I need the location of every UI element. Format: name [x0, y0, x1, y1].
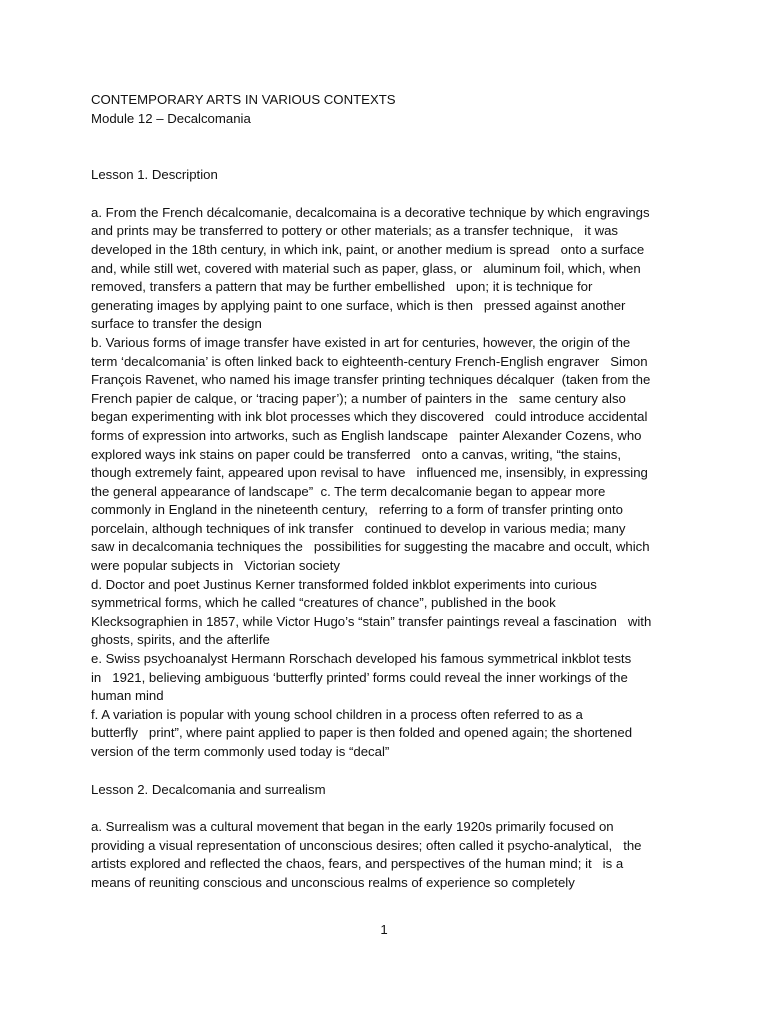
- text-line: e. Swiss psychoanalyst Hermann Rorschach developed his famous symmetrical inkblot tests: [91, 651, 632, 667]
- text-line: the general appearance of landscape” c. The term decalcomanie began to appear more: [91, 483, 606, 499]
- text-line: human mind: [91, 688, 164, 704]
- text-line: surface to transfer the design: [91, 316, 262, 332]
- text-line: explored ways ink stains on paper could be transferred onto a canvas, writing, “the stains,: [91, 446, 621, 462]
- text-line: generating images by applying paint to one surface, which is then pressed against another: [91, 297, 626, 313]
- text-line: version of the term commonly used today is “decal”: [91, 744, 390, 759]
- text-line: ghosts, spirits, and the afterlife: [91, 632, 270, 648]
- text-line: and, while still wet, covered with material such as paper, glass, or aluminum foil, which, when: [91, 260, 641, 276]
- lesson1-body: [91, 204, 691, 762]
- text-line: butterfly print”, where paint applied to paper is then folded and opened again; the shortened: [91, 725, 633, 741]
- text-line: and prints may be transferred to pottery or other materials; as a transfer technique, it was: [91, 223, 619, 239]
- spacer: [91, 128, 691, 166]
- text-line: f. A variation is popular with young school children in a process often referred to as a: [91, 706, 583, 722]
- text-line: a. From the French décalcomanie, decalcomaina is a decorative technique by which engravings: [91, 204, 650, 220]
- text-line: in 1921, believing ambiguous ‘butterfly printed’ forms could reveal the inner workings of the: [91, 669, 628, 685]
- text-line: d. Doctor and poet Justinus Kerner transformed folded inkblot experiments into curious: [91, 576, 597, 592]
- text-line: term ‘decalcomania’ is often linked back to eighteenth-century French-English engraver Simon: [91, 353, 648, 369]
- spacer: [91, 799, 691, 818]
- lesson2-heading: Lesson 2. Decalcomania and surrealism: [91, 781, 326, 797]
- text-line: developed in the 18th century, in which ink, paint, or another medium is spread onto a surface: [91, 241, 645, 257]
- lesson2-body: [91, 818, 691, 892]
- page-number: 1: [380, 922, 388, 937]
- text-line: artists explored and reflected the chaos, fears, and perspectives of the human mind; it is a: [91, 856, 624, 872]
- module-title: Module 12 – Decalcomania: [91, 110, 251, 126]
- text-line: began experimenting with ink blot processes which they discovered could introduce accidental: [91, 409, 648, 425]
- document-title: CONTEMPORARY ARTS IN VARIOUS CONTEXTS: [91, 92, 396, 107]
- text-line: forms of expression into artworks, such as English landscape painter Alexander Cozens, who: [91, 427, 642, 443]
- text-line: Klecksographien in 1857, while Victor Hugo’s “stain” transfer paintings reveal a fascination with: [91, 613, 652, 629]
- text-line: François Ravenet, who named his image transfer printing techniques décalquer (taken from the: [91, 372, 651, 388]
- text-line: means of reuniting conscious and unconscious realms of experience so completely: [91, 874, 575, 890]
- text-line: removed, transfers a pattern that may be further embellished upon; it is technique for: [91, 279, 593, 295]
- text-line: though extremely faint, appeared upon revisal to have influenced me, insensibly, in expressing: [91, 465, 648, 481]
- text-line: symmetrical forms, which he called “creatures of chance”, published in the book: [91, 595, 556, 611]
- text-line: a. Surrealism was a cultural movement that began in the early 1920s primarily focused on: [91, 819, 614, 835]
- spacer: [91, 762, 691, 781]
- text-line: providing a visual representation of unconscious desires; often called it psycho-analytical, the: [91, 837, 642, 853]
- text-line: b. Various forms of image transfer have existed in art for centuries, however, the origin of the: [91, 334, 631, 350]
- text-line: French papier de calque, or ‘tracing paper’); a number of painters in the same century also: [91, 390, 626, 406]
- text-line: were popular subjects in Victorian society: [91, 558, 340, 574]
- text-line: saw in decalcomania techniques the possibilities for suggesting the macabre and occult, which: [91, 539, 650, 555]
- lesson1-heading: Lesson 1. Description: [91, 167, 218, 183]
- text-line: porcelain, although techniques of ink transfer continued to develop in various media; many: [91, 520, 626, 536]
- text-line: commonly in England in the nineteenth century, referring to a form of transfer printing onto: [91, 502, 623, 518]
- document-page: [91, 91, 691, 893]
- spacer: [91, 185, 691, 204]
